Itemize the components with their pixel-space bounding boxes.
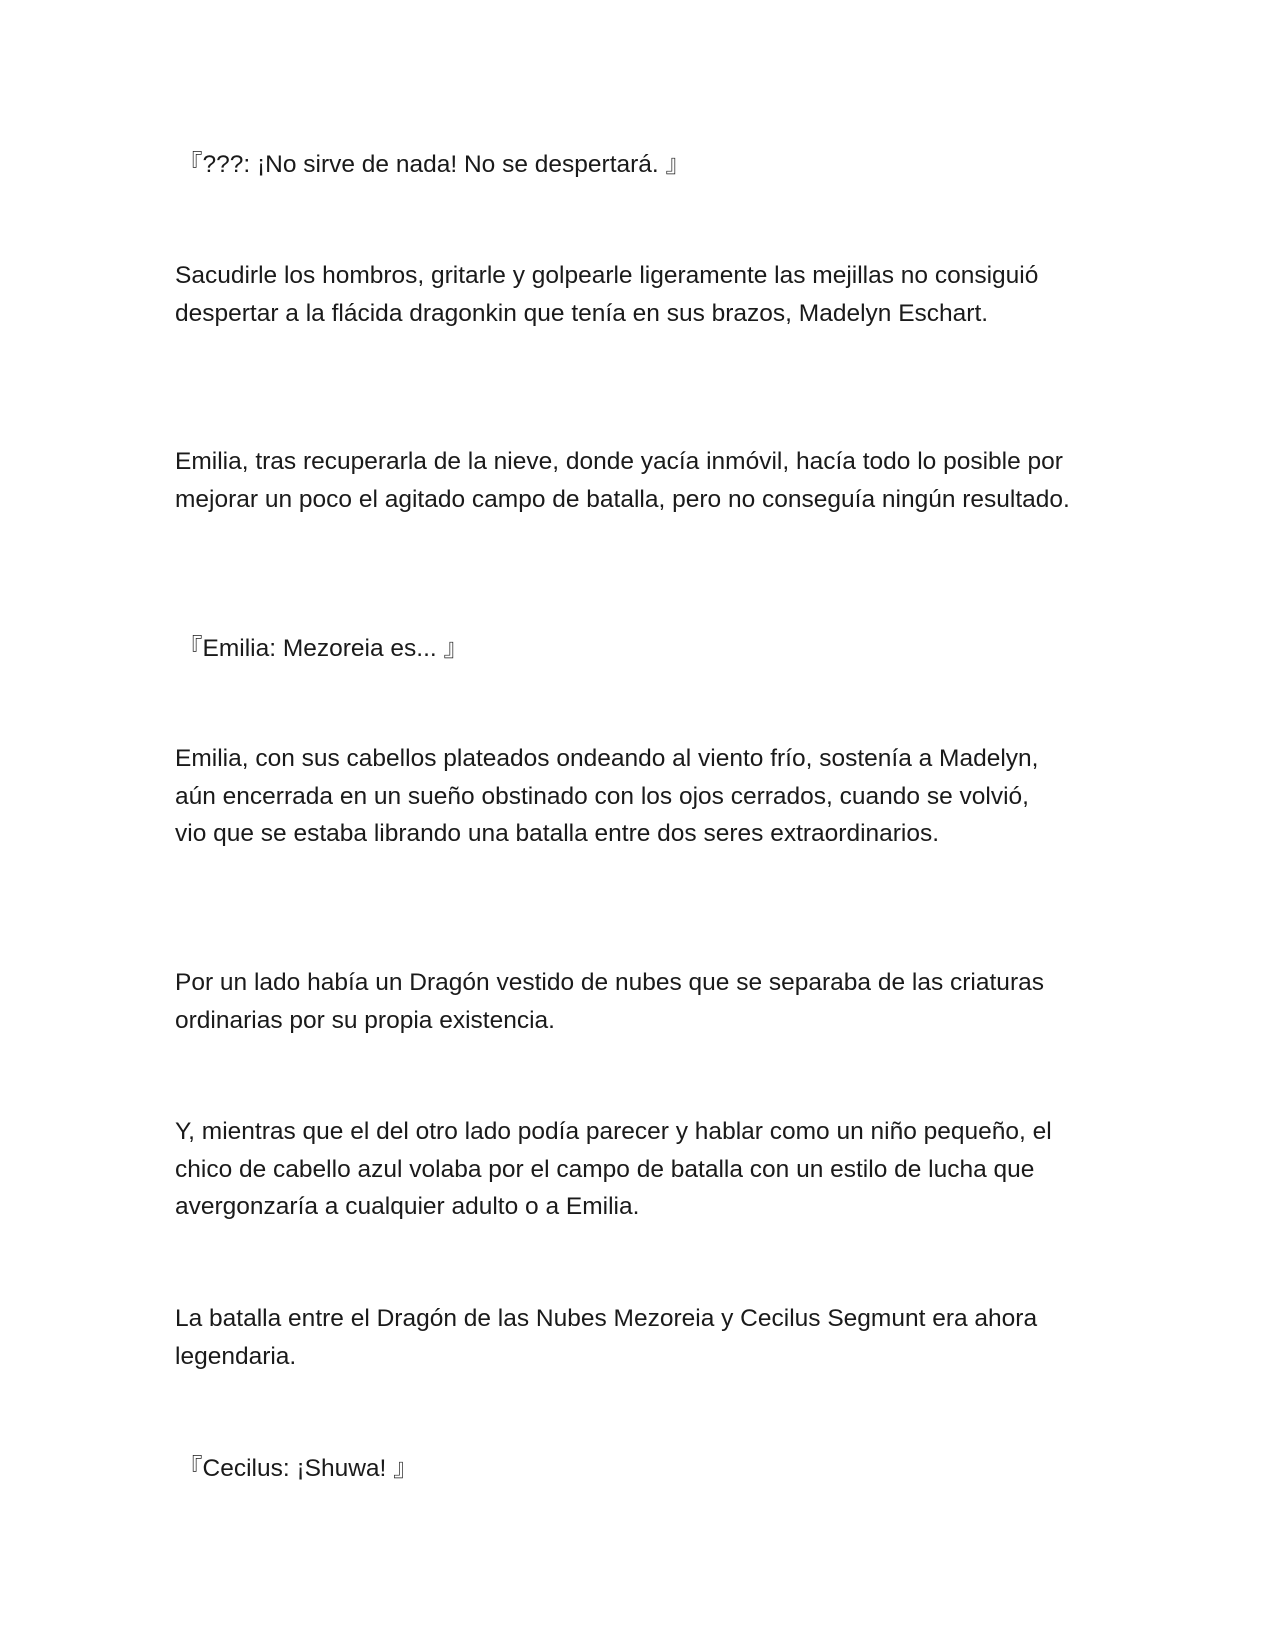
narration-paragraph: Emilia, tras recuperarla de la nieve, donde yacía inmóvil, hacía todo lo posible por mejorar un poco el agitado campo de batalla, pero no conseguía ningún resultado. bbox=[175, 448, 1070, 513]
narration-paragraph: Y, mientras que el del otro lado podía parecer y hablar como un niño pequeño, el chico de cabello azul volaba por el campo de batalla con un estilo de lucha que avergonzaría a cualquier adulto o a Emilia. bbox=[175, 1118, 1052, 1220]
narration-paragraph: Emilia, con sus cabellos plateados ondeando al viento frío, sostenía a Madelyn, aún encerrada en un sueño obstinado con los ojos cerrados, cuando se volvió, vio que se estaba librando una batalla entre dos seres extraordinarios. bbox=[175, 745, 1039, 847]
dialogue-line: 『???: ¡No sirve de nada! No se despertará. 』 bbox=[178, 151, 691, 178]
narration-paragraph: Por un lado había un Dragón vestido de nubes que se separaba de las criaturas ordinarias por su propia existencia. bbox=[175, 969, 1044, 1034]
narration-paragraph: Sacudirle los hombros, gritarle y golpearle ligeramente las mejillas no consiguió despertar a la flácida dragonkin que tenía en sus brazos, Madelyn Eschart. bbox=[175, 262, 1039, 327]
narration-paragraph: La batalla entre el Dragón de las Nubes Mezoreia y Cecilus Segmunt era ahora legendaria. bbox=[175, 1305, 1038, 1370]
dialogue-line: 『Emilia: Mezoreia es... 』 bbox=[178, 635, 468, 662]
dialogue-line: 『Cecilus: ¡Shuwa! 』 bbox=[178, 1455, 418, 1482]
